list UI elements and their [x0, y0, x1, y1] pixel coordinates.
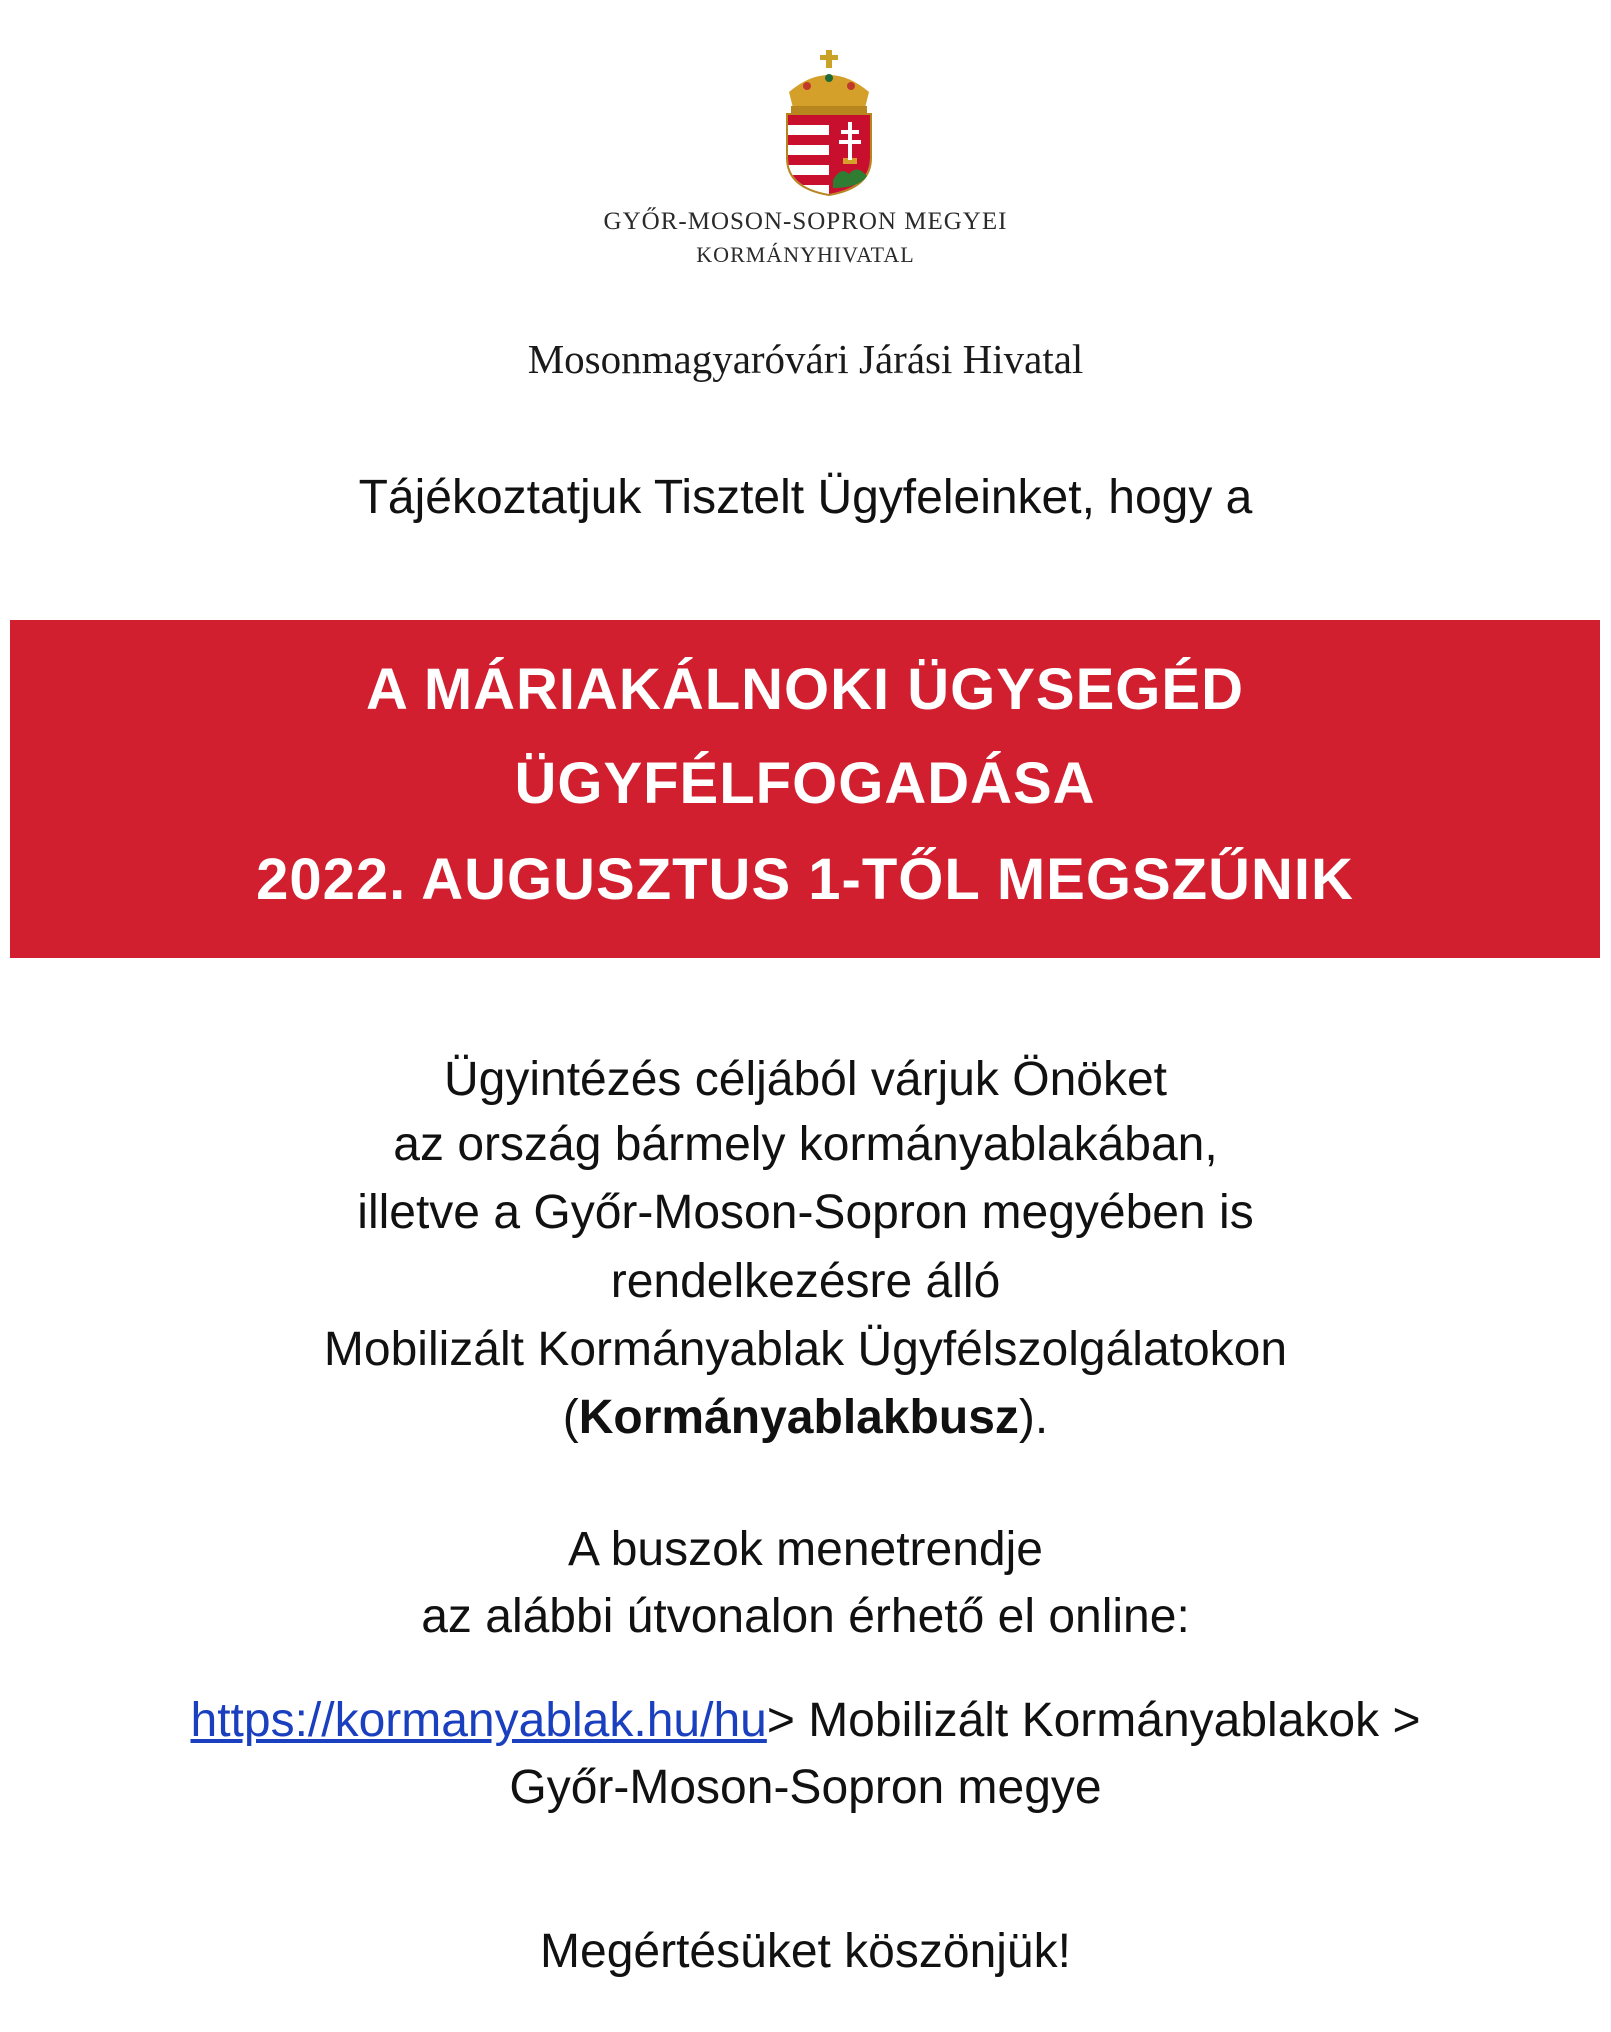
schedule-path-rest: > Mobilizált Kormányablakok >: [766, 1694, 1421, 1747]
intro-text: Tájékoztatjuk Tisztelt Ügyfeleinket, hogy a: [358, 471, 1253, 524]
body-line4: rendelkezésre álló: [610, 1255, 1001, 1308]
paren-close: ).: [1018, 1391, 1049, 1444]
paren-open: (: [562, 1391, 579, 1444]
body-line3: illetve a Győr-Moson-Sopron megyében is: [357, 1186, 1254, 1239]
bus-service-name: Kormányablakbusz: [578, 1391, 1019, 1444]
schedule-path: [0, 1693, 1611, 1748]
office-name-line1: GYŐR-MOSON-SOPRON MEGYEI: [603, 208, 1008, 235]
schedule-line4: Győr-Moson-Sopron megye: [509, 1761, 1102, 1814]
headline-line2: ÜGYFÉLFOGADÁSA: [514, 751, 1096, 816]
schedule-line1: A buszok menetrendje: [568, 1523, 1043, 1576]
office-name-line2: KORMÁNYHIVATAL: [696, 242, 915, 267]
body-line6: [0, 1390, 1611, 1445]
body-line5: Mobilizált Kormányablak Ügyfélszolgálatokon: [323, 1323, 1288, 1376]
schedule-line2: az alábbi útvonalon érhető el online:: [421, 1590, 1190, 1643]
headline-line3: 2022. AUGUSZTUS 1-TŐL MEGSZŰNIK: [256, 847, 1354, 912]
body-line1: Ügyintézés céljából várjuk Önöket: [443, 1053, 1168, 1106]
body-line2: az ország bármely kormányablakában,: [393, 1118, 1218, 1171]
hungarian-coat-of-arms-icon: [779, 50, 879, 196]
kormanyablak-link[interactable]: https://kormanyablak.hu/hu: [190, 1694, 767, 1747]
district-office-title: Mosonmagyaróvári Járási Hivatal: [527, 336, 1084, 382]
headline-line1: A MÁRIAKÁLNOKI ÜGYSEGÉD: [366, 657, 1244, 722]
closing-text: Megértésüket köszönjük!: [540, 1925, 1071, 1978]
